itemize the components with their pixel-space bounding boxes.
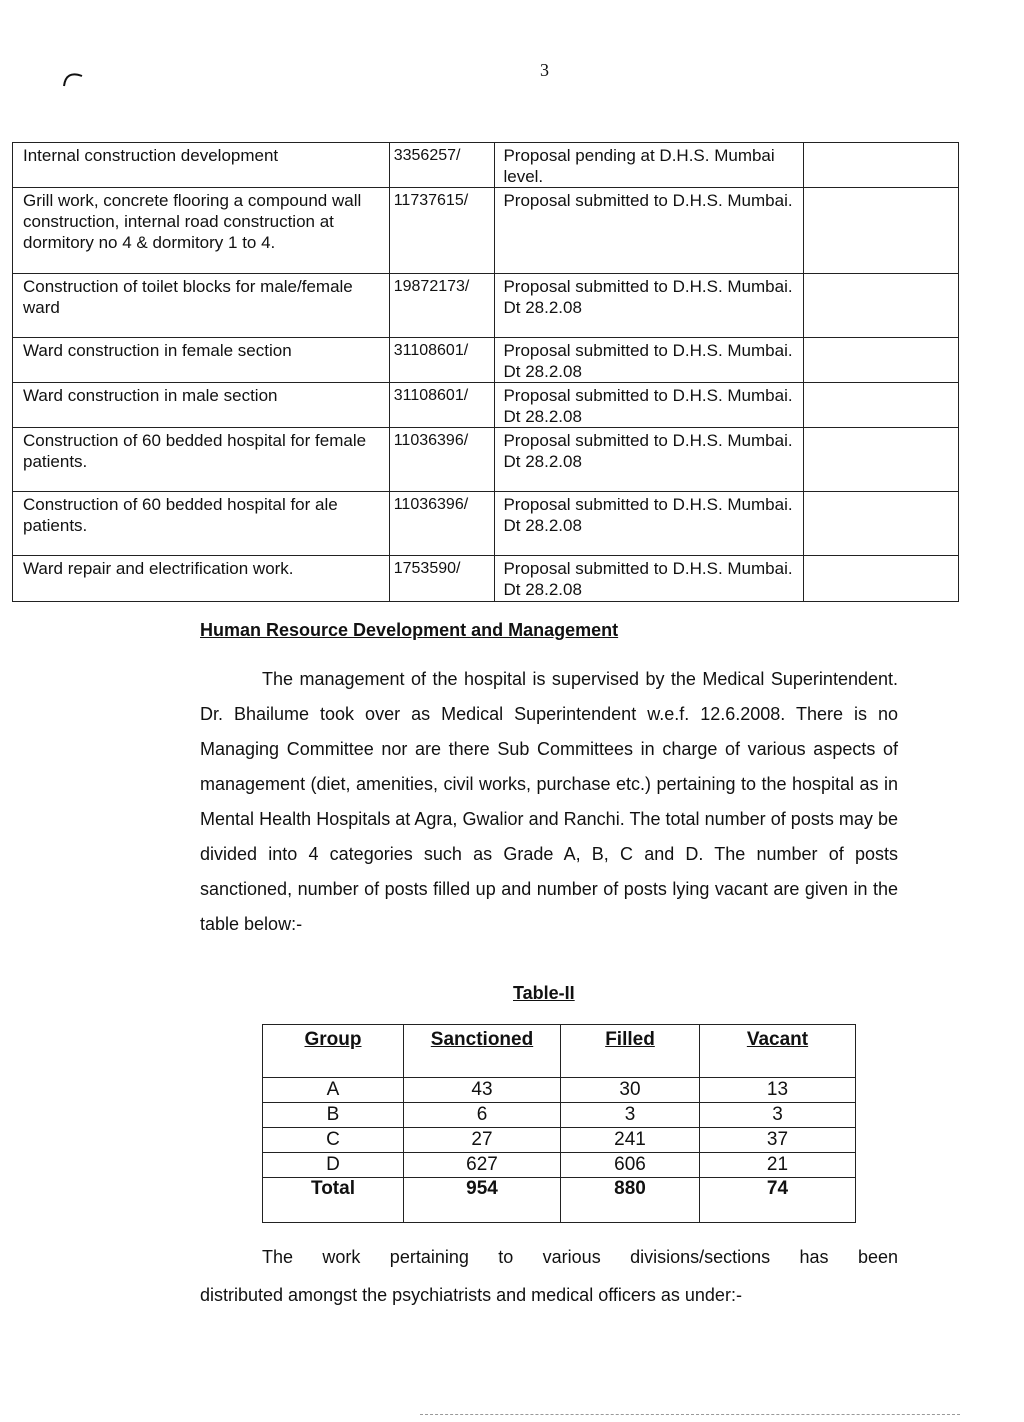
closing-line-1: The work pertaining to various divisions/sections has been bbox=[262, 1247, 898, 1267]
works-table bbox=[12, 142, 959, 602]
posts-sanctioned-cell: 43 bbox=[404, 1078, 561, 1103]
works-row bbox=[13, 188, 959, 274]
total-sanctioned: 954 bbox=[404, 1178, 561, 1223]
posts-group-cell: A bbox=[263, 1078, 404, 1103]
posts-filled-cell: 3 bbox=[561, 1103, 700, 1128]
works-blank-cell bbox=[803, 274, 958, 338]
posts-filled-cell: 30 bbox=[561, 1078, 700, 1103]
total-vacant: 74 bbox=[700, 1178, 856, 1223]
total-label: Total bbox=[263, 1178, 404, 1223]
posts-row bbox=[263, 1128, 856, 1153]
closing-line-2: distributed amongst the psychiatrists and medical officers as under:- bbox=[200, 1285, 742, 1305]
section-heading: Human Resource Development and Management bbox=[200, 620, 619, 640]
posts-row bbox=[263, 1078, 856, 1103]
works-desc-cell: Construction of 60 bedded hospital for ale patients. bbox=[13, 492, 390, 556]
works-row bbox=[13, 492, 959, 556]
works-row bbox=[13, 274, 959, 338]
works-desc-cell: Internal construction development bbox=[13, 143, 390, 188]
works-status-cell: Proposal submitted to D.H.S. Mumbai. Dt 28.2.08 bbox=[495, 428, 803, 492]
works-blank-cell bbox=[803, 428, 958, 492]
posts-table bbox=[262, 1024, 856, 1223]
works-blank-cell bbox=[803, 338, 958, 383]
works-cost-cell: 31108601/ bbox=[389, 338, 495, 383]
posts-header-sanctioned: Sanctioned bbox=[404, 1025, 561, 1078]
posts-table-title: Table-II bbox=[513, 983, 575, 1003]
page-number: 3 bbox=[540, 60, 549, 80]
works-status-cell: Proposal pending at D.H.S. Mumbai level. bbox=[495, 143, 803, 188]
works-cost-cell: 1753590/ bbox=[389, 556, 495, 602]
works-cost-cell: 11737615/ bbox=[389, 188, 495, 274]
works-status-cell: Proposal submitted to D.H.S. Mumbai. Dt 28.2.08 bbox=[495, 383, 803, 428]
works-status-cell: Proposal submitted to D.H.S. Mumbai. Dt 28.2.08 bbox=[495, 556, 803, 602]
works-blank-cell bbox=[803, 556, 958, 602]
works-blank-cell bbox=[803, 492, 958, 556]
posts-header-filled: Filled bbox=[561, 1025, 700, 1078]
works-status-cell: Proposal submitted to D.H.S. Mumbai. bbox=[495, 188, 803, 274]
total-filled: 880 bbox=[561, 1178, 700, 1223]
works-desc-cell: Ward construction in female section bbox=[13, 338, 390, 383]
works-desc-cell: Construction of toilet blocks for male/female ward bbox=[13, 274, 390, 338]
posts-sanctioned-cell: 27 bbox=[404, 1128, 561, 1153]
works-desc-cell: Construction of 60 bedded hospital for female patients. bbox=[13, 428, 390, 492]
posts-header-vacant: Vacant bbox=[700, 1025, 856, 1078]
works-row bbox=[13, 428, 959, 492]
works-blank-cell bbox=[803, 143, 958, 188]
works-cost-cell: 3356257/ bbox=[389, 143, 495, 188]
works-status-cell: Proposal submitted to D.H.S. Mumbai. Dt 28.2.08 bbox=[495, 492, 803, 556]
posts-sanctioned-cell: 6 bbox=[404, 1103, 561, 1128]
works-desc-cell: Grill work, concrete flooring a compound wall construction, internal road construction at dormitory no 4 & dormitory 1 to 4. bbox=[13, 188, 390, 274]
works-cost-cell: 11036396/ bbox=[389, 428, 495, 492]
works-blank-cell bbox=[803, 188, 958, 274]
works-row bbox=[13, 556, 959, 602]
works-status-cell: Proposal submitted to D.H.S. Mumbai. Dt 28.2.08 bbox=[495, 338, 803, 383]
posts-header-group: Group bbox=[263, 1025, 404, 1078]
works-blank-cell bbox=[803, 383, 958, 428]
works-row bbox=[13, 338, 959, 383]
works-row bbox=[13, 143, 959, 188]
works-cost-cell: 11036396/ bbox=[389, 492, 495, 556]
posts-row bbox=[263, 1103, 856, 1128]
posts-vacant-cell: 13 bbox=[700, 1078, 856, 1103]
works-desc-cell: Ward construction in male section bbox=[13, 383, 390, 428]
posts-total-row bbox=[263, 1178, 856, 1223]
posts-filled-cell: 606 bbox=[561, 1153, 700, 1178]
works-row bbox=[13, 383, 959, 428]
works-cost-cell: 19872173/ bbox=[389, 274, 495, 338]
posts-sanctioned-cell: 627 bbox=[404, 1153, 561, 1178]
works-status-cell: Proposal submitted to D.H.S. Mumbai. Dt 28.2.08 bbox=[495, 274, 803, 338]
footer-scan-dashes bbox=[420, 1414, 960, 1415]
closing-paragraph bbox=[200, 1238, 898, 1314]
works-cost-cell: 31108601/ bbox=[389, 383, 495, 428]
works-desc-cell: Ward repair and electrification work. bbox=[13, 556, 390, 602]
posts-vacant-cell: 3 bbox=[700, 1103, 856, 1128]
posts-group-cell: C bbox=[263, 1128, 404, 1153]
posts-vacant-cell: 37 bbox=[700, 1128, 856, 1153]
posts-group-cell: B bbox=[263, 1103, 404, 1128]
body-paragraph: The management of the hospital is supervised by the Medical Superintendent. Dr. Bhailume took over as Medical Superintendent w.e.f. 12.6.2008. There is no Managing Committee nor are there Sub Committees in charge of various aspects of management (diet, amenities, civil works, purchase etc.) pertaining to the hospital as in Mental Health Hospitals at Agra, Gwalior and Ranchi. The total number of posts may be divided into 4 categories such as Grade A, B, C and D. The number of posts sanctioned, number of posts filled up and number of posts lying vacant are given in the table below:- bbox=[200, 669, 898, 934]
posts-filled-cell: 241 bbox=[561, 1128, 700, 1153]
posts-vacant-cell: 21 bbox=[700, 1153, 856, 1178]
hole-punch-mark bbox=[62, 66, 84, 88]
posts-group-cell: D bbox=[263, 1153, 404, 1178]
posts-row bbox=[263, 1153, 856, 1178]
